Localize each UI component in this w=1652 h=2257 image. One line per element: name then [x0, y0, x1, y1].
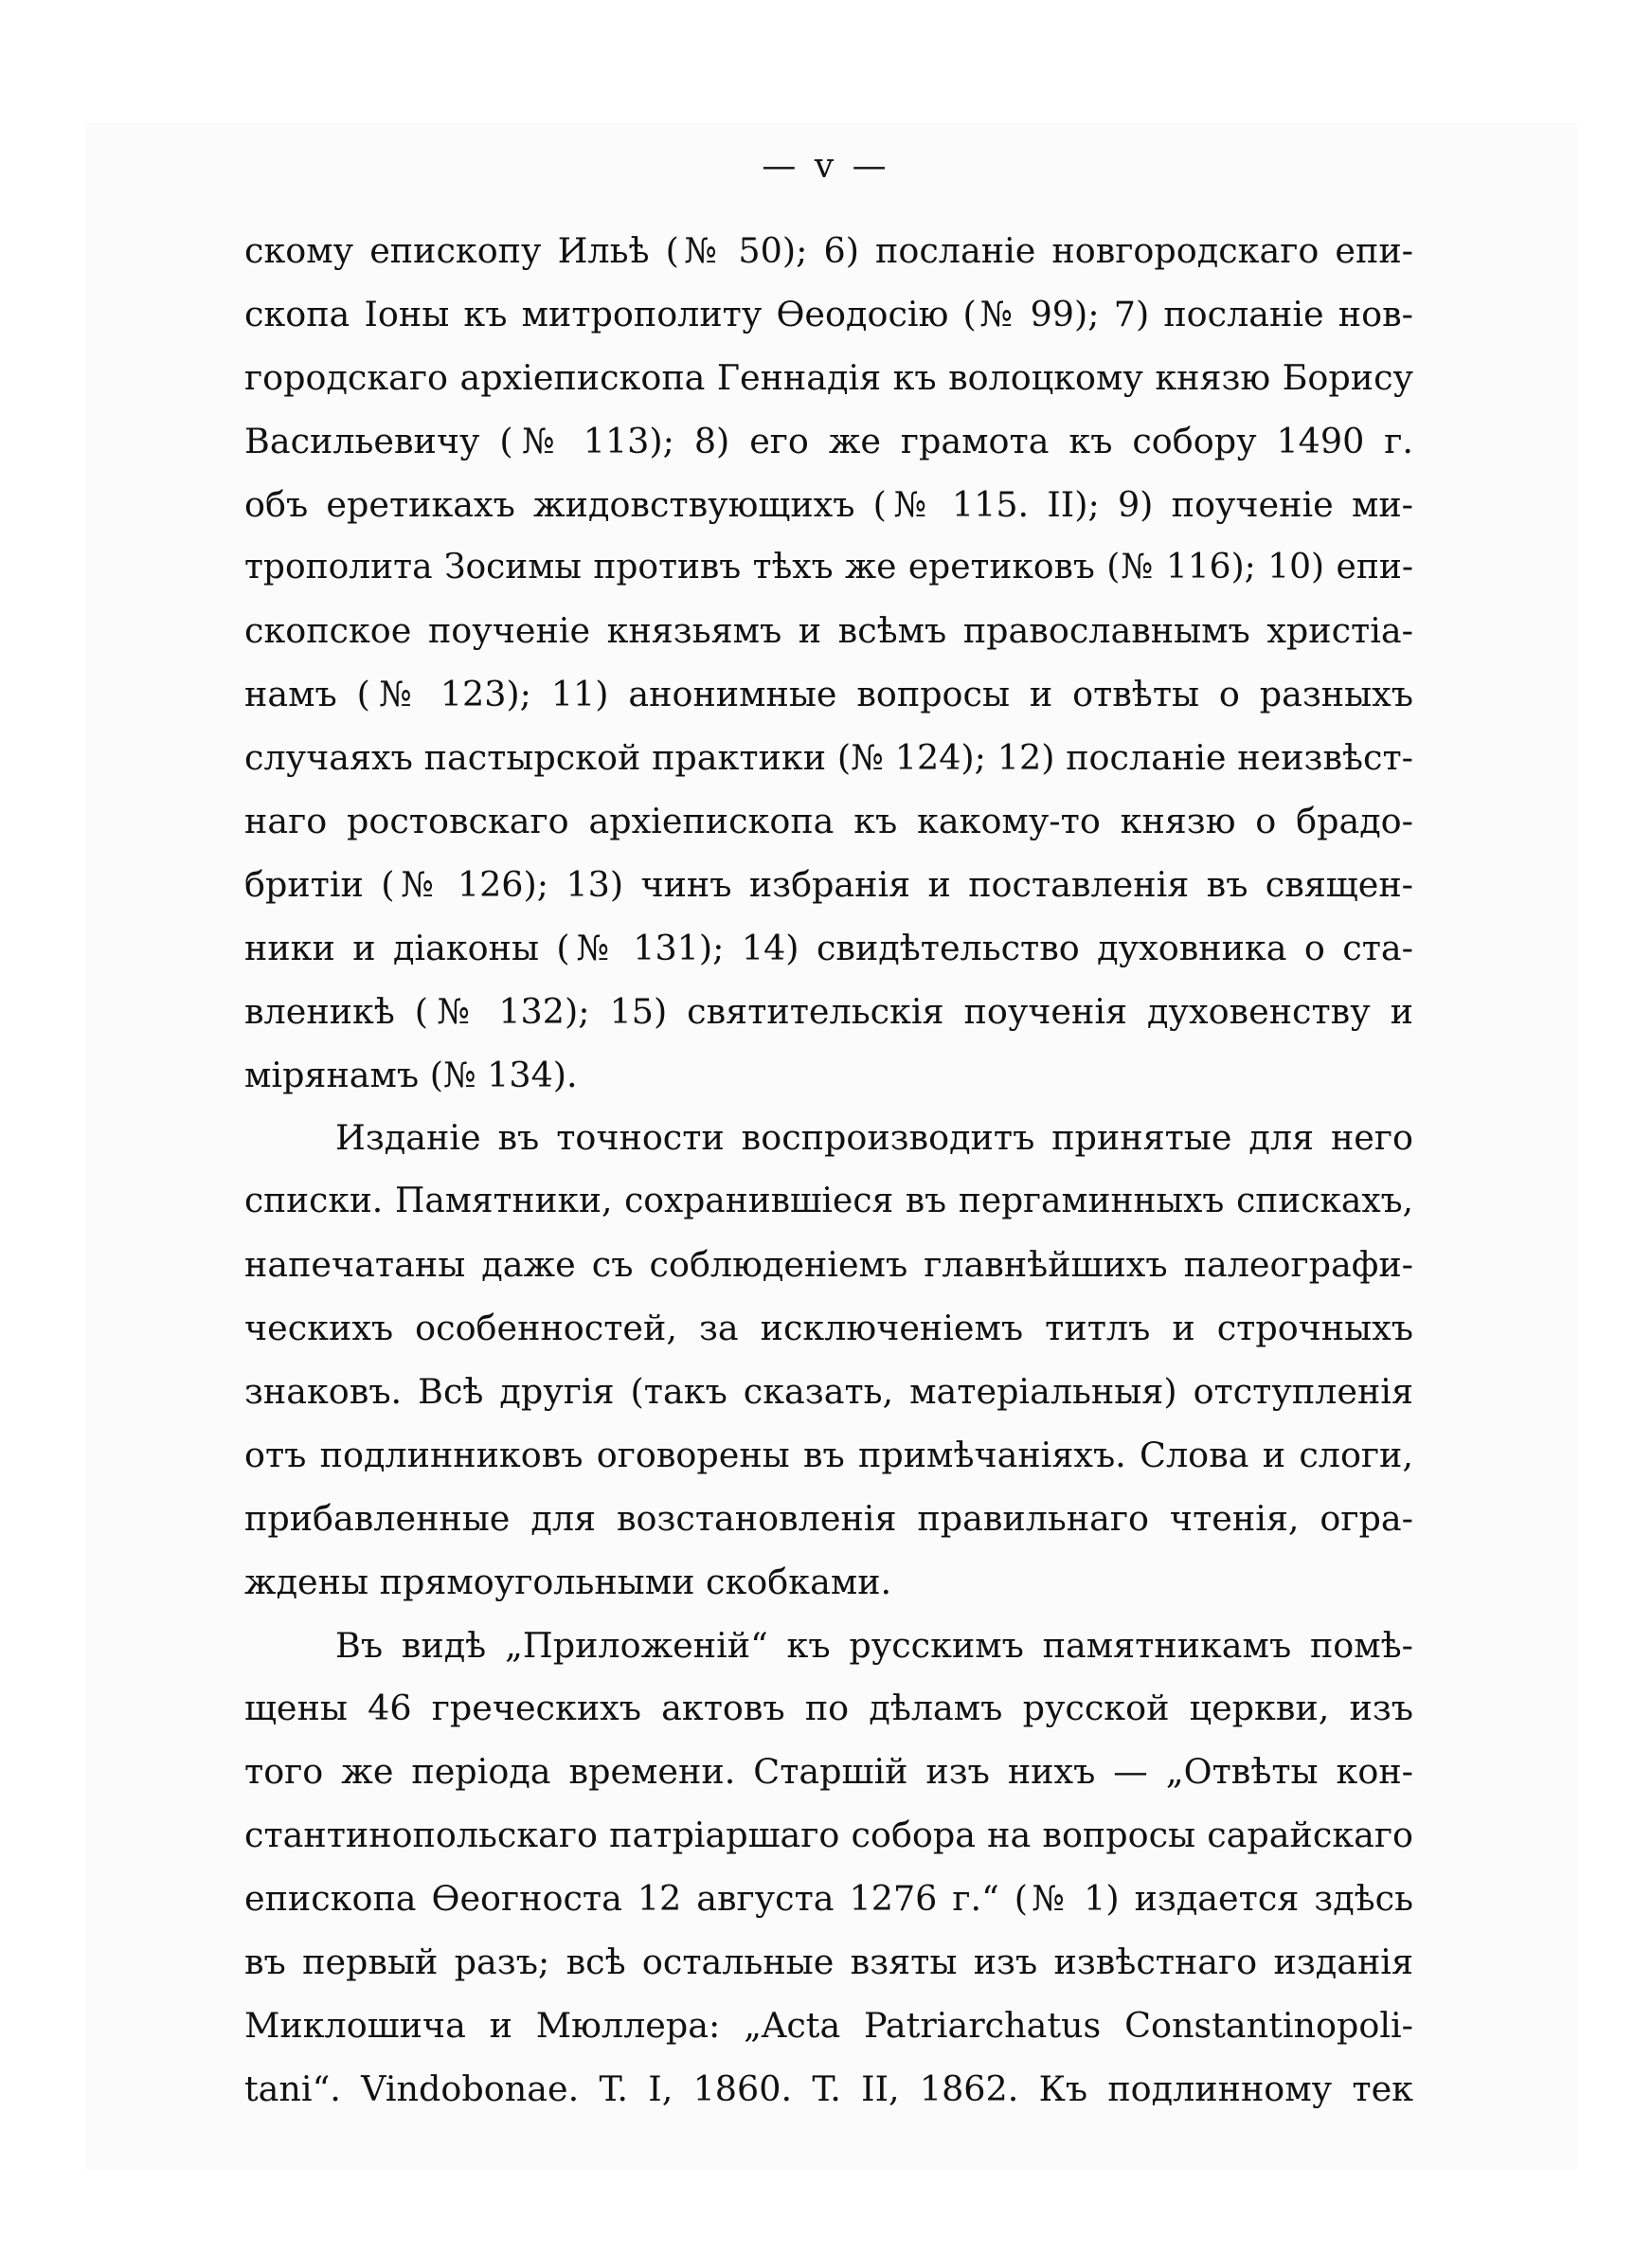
text-line: ческихъ особенностей, за исключеніемъ титлъ и строчныхъ — [244, 1308, 1413, 1349]
text-line: того же періода времени. Старшій изъ нихъ — „Отвѣты кон- — [244, 1751, 1413, 1793]
text-line: знаковъ. Всѣ другія (такъ сказать, матеріальныя) отступленія — [244, 1371, 1413, 1413]
text-line: случаяхъ пастырской практики (№ 124); 12) посланіе неизвѣст- — [244, 737, 1413, 779]
text-line: скопское поученіе князьямъ и всѣмъ православнымъ христіа- — [244, 610, 1413, 652]
text-line: напечатаны даже съ соблюденіемъ главнѣйшихъ палеографи- — [244, 1244, 1413, 1286]
text-line: стантинопольскаго патріаршаго собора на вопросы сарайскаго — [244, 1815, 1413, 1856]
text-line: tani“. Vindobonae. T. I, 1860. T. II, 1862. Къ подлинному тек — [244, 2067, 1413, 2109]
text-line: ники и діаконы (№ 131); 14) свидѣтельство духовника о ста- — [244, 927, 1413, 968]
text-line: Изданіе въ точности воспроизводитъ принятые для него — [335, 1117, 1413, 1159]
text-line: мірянамъ (№ 134). — [244, 1054, 578, 1095]
paragraph-1 — [244, 220, 1413, 1107]
text-line: ждены прямоугольными скобками. — [244, 1561, 892, 1602]
text-line: епископа Ѳеогноста 12 августа 1276 г.“ (№ 1) издается здѣсь — [244, 1878, 1413, 1920]
text-line: списки. Памятники, сохранившіеся въ пергаминныхъ спискахъ, — [244, 1182, 1413, 1221]
paragraph-3 — [244, 1615, 1413, 2122]
text-line: Миклошича и Мюллера: „Acta Patriarchatus Constantinopoli- — [244, 2004, 1413, 2046]
text-line: городскаго архіепископа Геннадія къ волоцкому князю Борису — [244, 356, 1413, 398]
text-line: Васильевичу (№ 113); 8) его же грамота къ собору 1490 г. — [244, 420, 1413, 461]
paragraph-2 — [244, 1107, 1413, 1614]
text-line: въ первый разъ; всѣ остальные взяты изъ извѣстнаго изданія — [244, 1941, 1413, 1983]
text-line: бритіи (№ 126); 13) чинъ избранія и поставленія въ священ- — [244, 863, 1413, 905]
text-line: скопа Іоны къ митрополиту Ѳеодосію (№ 99); 7) посланіе нов- — [244, 293, 1413, 334]
body-text — [244, 220, 1413, 2122]
text-line: скому епископу Ильѣ (№ 50); 6) посланіе новгородскаго епи- — [244, 230, 1413, 271]
text-line: наго ростовскаго архіепископа къ какому-то князю о брадо- — [244, 801, 1413, 842]
text-line: намъ (№ 123); 11) анонимные вопросы и отвѣты о разныхъ — [244, 674, 1413, 715]
text-line: объ еретикахъ жидовствующихъ (№ 115. II); 9) поученіе ми- — [244, 483, 1413, 525]
text-line: отъ подлинниковъ оговорены въ примѣчаніяхъ. Слова и слоги, — [244, 1434, 1413, 1475]
page-number: — v — — [762, 147, 890, 186]
text-line: вленикѣ (№ 132); 15) святительскія поученія духовенству и — [244, 990, 1413, 1032]
text-line: трополита Зосимы противъ тѣхъ же еретиковъ (№ 116); 10) епи- — [244, 548, 1413, 587]
text-line: прибавленные для возстановленія правильнаго чтенія, огра- — [244, 1497, 1413, 1539]
text-line: щены 46 греческихъ актовъ по дѣламъ русской церкви, изъ — [244, 1688, 1413, 1729]
text-line: Въ видѣ „Приложеній“ къ русскимъ памятникамъ помѣ- — [335, 1624, 1413, 1666]
